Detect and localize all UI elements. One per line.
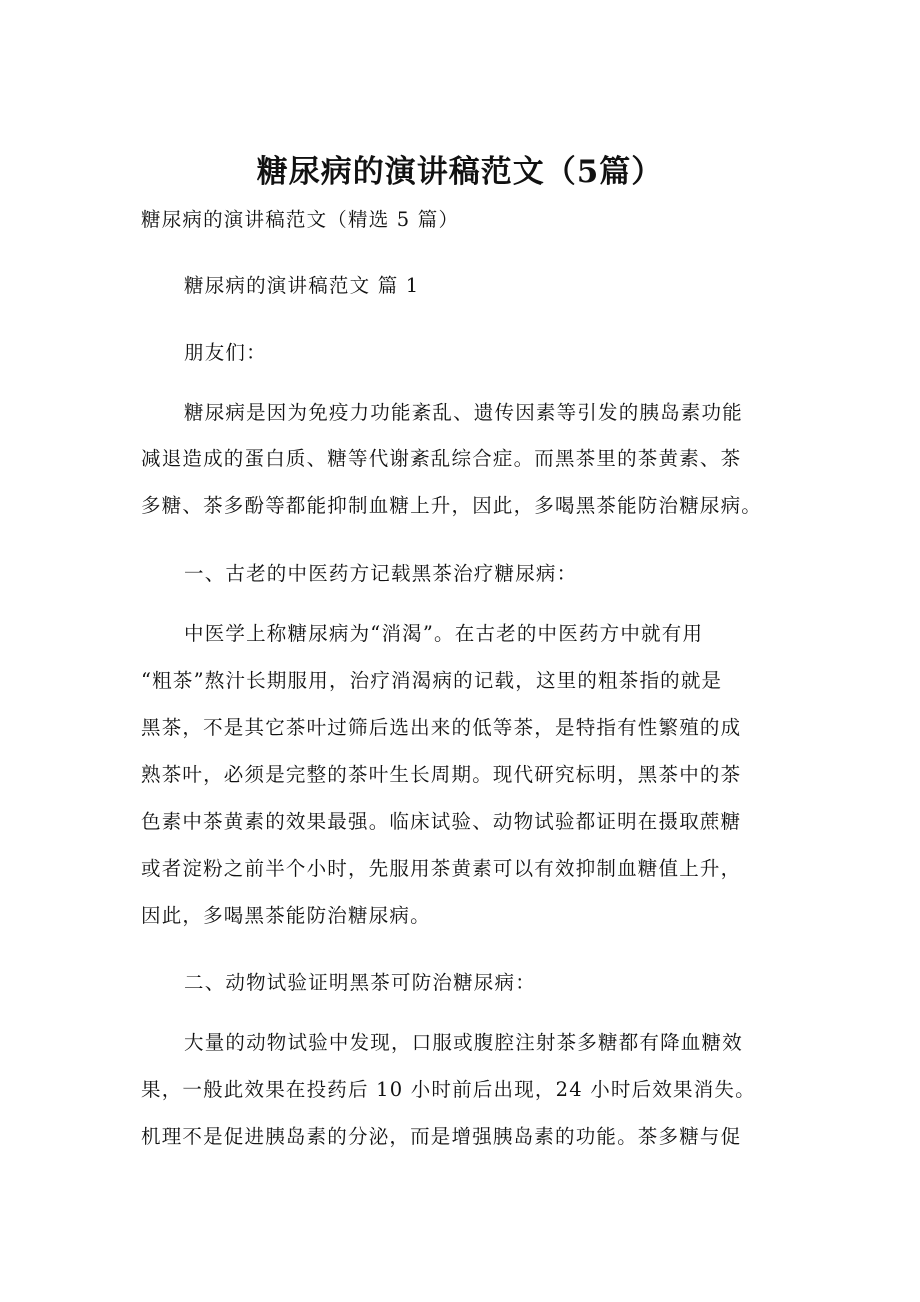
paragraph-line: 熟茶叶，必须是完整的茶叶生长周期。现代研究标明，黑茶中的茶 — [141, 763, 742, 786]
document-subtitle: 糖尿病的演讲稿范文（精选 5 篇） — [141, 208, 460, 231]
paragraph-line: 或者淀粉之前半个小时，先服用茶黄素可以有效抑制血糖值上升， — [141, 857, 742, 880]
paragraph-line: 色素中茶黄素的效果最强。临床试验、动物试验都证明在摄取蔗糖 — [141, 810, 742, 833]
subheading-1: 一、古老的中医药方记载黑茶治疗糖尿病： — [184, 562, 578, 585]
paragraph-line: 减退造成的蛋白质、糖等代谢紊乱综合症。而黑茶里的茶黄素、茶 — [141, 447, 742, 470]
paragraph-line: 黑茶，不是其它茶叶过筛后选出来的低等茶，是特指有性繁殖的成 — [141, 716, 742, 739]
paragraph-line: 果，一般此效果在投药后 10 小时前后出现，24 小时后效果消失。 — [141, 1078, 756, 1101]
paragraph-line: 机理不是促进胰岛素的分泌，而是增强胰岛素的功能。茶多糖与促 — [141, 1125, 742, 1148]
subheading-2: 二、动物试验证明黑茶可防治糖尿病： — [184, 971, 536, 994]
paragraph-line: 因此，多喝黑茶能防治糖尿病。 — [141, 904, 431, 927]
paragraph-line: 多糖、茶多酚等都能抑制血糖上升，因此，多喝黑茶能防治糖尿病。 — [141, 494, 763, 517]
paragraph-line: “粗茶”熬汁长期服用，治疗消渴病的记载，这里的粗茶指的就是 — [141, 669, 723, 692]
paragraph-line: 大量的动物试验中发现，口服或腹腔注射茶多糖都有降血糖效 — [184, 1031, 743, 1054]
salutation: 朋友们： — [184, 341, 267, 364]
paragraph-line: 糖尿病是因为免疫力功能紊乱、遗传因素等引发的胰岛素功能 — [184, 401, 743, 424]
document-title: 糖尿病的演讲稿范文（5篇） — [256, 154, 664, 190]
paragraph-line: 中医学上称糖尿病为“消渴”。在古老的中医药方中就有用 — [184, 622, 704, 645]
section-heading-1: 糖尿病的演讲稿范文 篇 1 — [184, 274, 420, 297]
